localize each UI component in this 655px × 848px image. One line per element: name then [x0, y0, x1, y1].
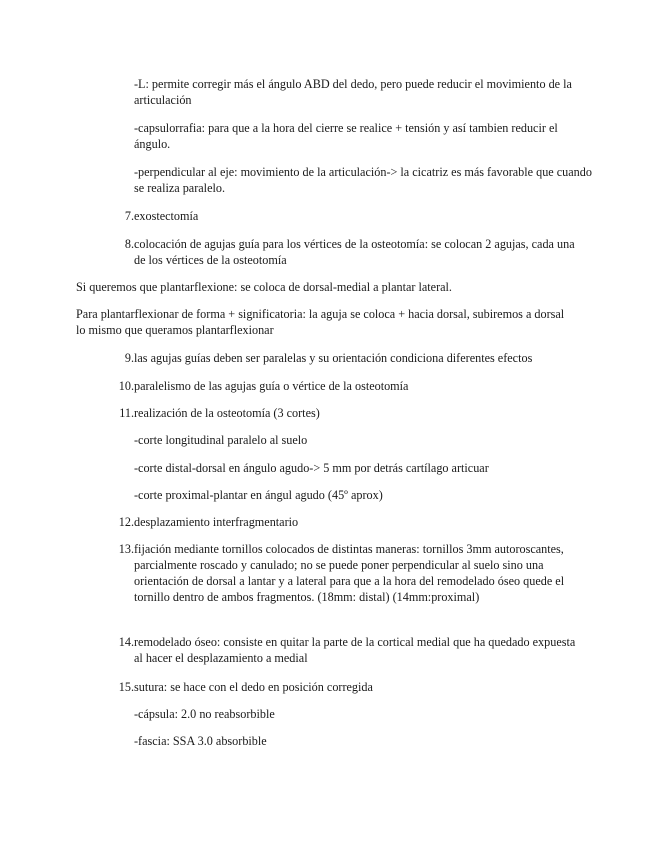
list-number: 10.: [118, 379, 134, 393]
list-text: sutura: se hace con el dedo en posición corregida: [134, 680, 373, 694]
cut-distal-dorsal: -corte distal-dorsal en ángulo agudo-> 5 mm por detrás cartílago articuar: [134, 461, 489, 475]
list-text: colocación de agujas guía para los vértices de la osteotomía: se colocan 2 agujas, cada una de los vértices de la osteotomía: [134, 237, 575, 267]
note-capsulorrafia: -capsulorrafia: para que a la hora del cierre se realice + tensión y así tambien reducir el ángulo.: [134, 121, 558, 151]
paragraph-plantarflexione: Si queremos que plantarflexione: se coloca de dorsal-medial a plantar lateral.: [76, 280, 452, 294]
cut-proximal-plantar: -corte proximal-plantar en ángul agudo (45º aprox): [134, 488, 383, 502]
note-l: -L: permite corregir más el ángulo ABD del dedo, pero puede reducir el movimiento de la articulación: [134, 77, 572, 107]
list-number: 7.: [124, 209, 134, 223]
list-number: 8.: [124, 237, 134, 251]
list-number: 11.: [119, 406, 134, 420]
list-number: 12.: [118, 515, 134, 529]
list-text: desplazamiento interfragmentario: [134, 515, 299, 529]
note-perpendicular: -perpendicular al eje: movimiento de la articulación-> la cicatriz es más favorable que cuando se realiza paralelo.: [134, 165, 592, 195]
list-text: fijación mediante tornillos colocados de distintas maneras: tornillos 3mm autoroscantes, parcialmente roscado y canulado; no se puede poner perpendicular al suelo sino una orientación de dorsal a lantar y a lateral para que a la hora del remodelado óseo quede el tornillo dentro de ambos fragmentos. (18mm: distal) (14mm:proximal): [134, 542, 565, 604]
cut-longitudinal: -corte longitudinal paralelo al suelo: [134, 433, 308, 447]
list-number: 9.: [124, 351, 134, 365]
list-text: remodelado óseo: consiste en quitar la parte de la cortical medial que ha quedado expuesta al hacer el desplazamiento a medial: [134, 635, 576, 665]
suture-capsula: -cápsula: 2.0 no reabsorbible: [134, 707, 275, 721]
list-text: exostectomía: [134, 209, 199, 223]
suture-fascia: -fascia: SSA 3.0 absorbible: [134, 734, 267, 748]
list-number: 15.: [118, 680, 134, 694]
list-text: paralelismo de las agujas guía o vértice de la osteotomía: [134, 379, 409, 393]
list-number: 13.: [118, 542, 134, 556]
list-text: las agujas guías deben ser paralelas y su orientación condiciona diferentes efectos: [134, 351, 533, 365]
list-text: realización de la osteotomía (3 cortes): [134, 406, 320, 420]
list-number: 14.: [118, 635, 134, 649]
paragraph-plantarflexionar: Para plantarflexionar de forma + significatoria: la aguja se coloca + hacia dorsal, subiremos a dorsal lo mismo que queramos plantarflexionar: [76, 307, 565, 337]
